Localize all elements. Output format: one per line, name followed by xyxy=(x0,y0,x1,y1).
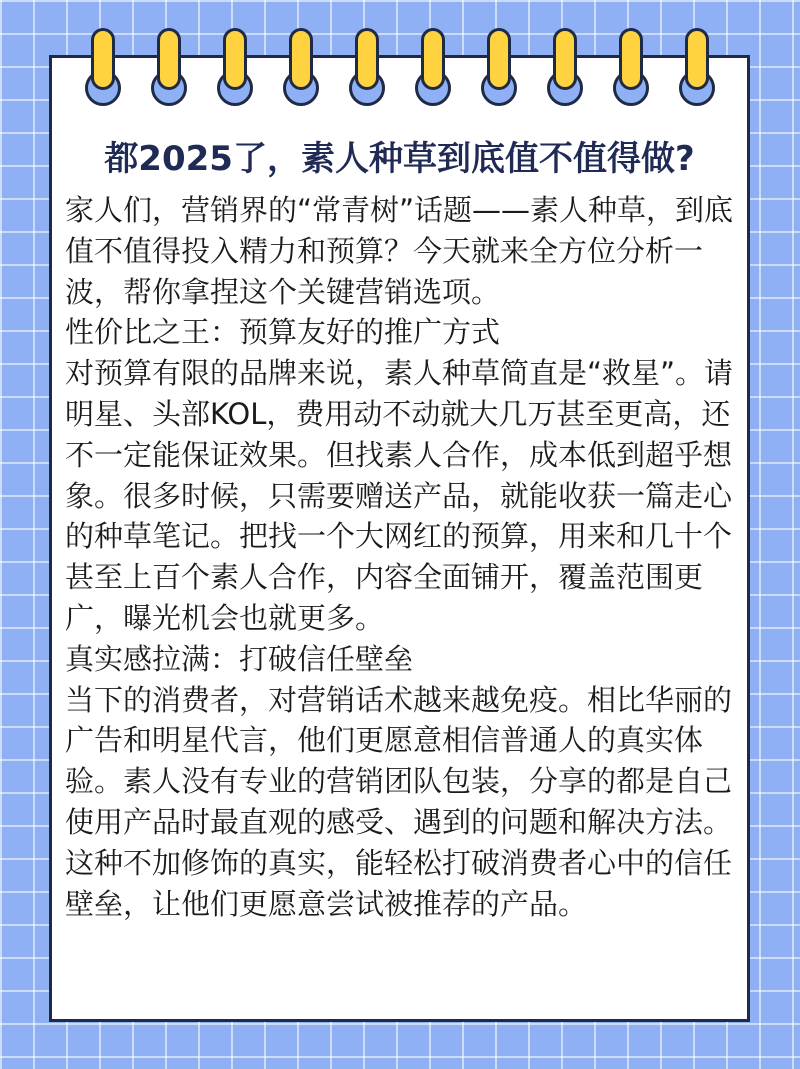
section-body-value: 对预算有限的品牌来说，素人种草简直是“救星”。请明星、头部KOL，费用动不动就大几万甚至更高，还不一定能保证效果。但找素人合作，成本低到超乎想象。很多时候，只需要赠送产品，就能收获一篇走心的种草笔记。把找一个大网红的预算，用来和几十个甚至上百个素人合作，内容全面铺开，覆盖范围更广，曝光机会也就更多。 xyxy=(65,356,734,635)
section-heading-trust: 真实感拉满：打破信任壁垒 xyxy=(65,641,414,676)
section-heading-value: 性价比之王：预算友好的推广方式 xyxy=(65,315,501,350)
article-body xyxy=(65,190,737,924)
page-title: 都2025了，素人种草到底值不值得做? xyxy=(104,139,695,179)
section-body-trust: 当下的消费者，对营销话术越来越免疫。相比华丽的广告和明星代言，他们更愿意相信普通人的真实体验。素人没有专业的营销团队包装，分享的都是自己使用产品时最直观的感受、遇到的问题和解决方法。这种不加修饰的真实，能轻松打破消费者心中的信任壁垒，让他们更愿意尝试被推荐的产品。 xyxy=(65,682,733,921)
intro-paragraph: 家人们，营销界的“常青树”话题——素人种草，到底值不值得投入精力和预算？今天就来全方位分析一波，帮你拿捏这个关键营销选项。 xyxy=(65,193,734,309)
